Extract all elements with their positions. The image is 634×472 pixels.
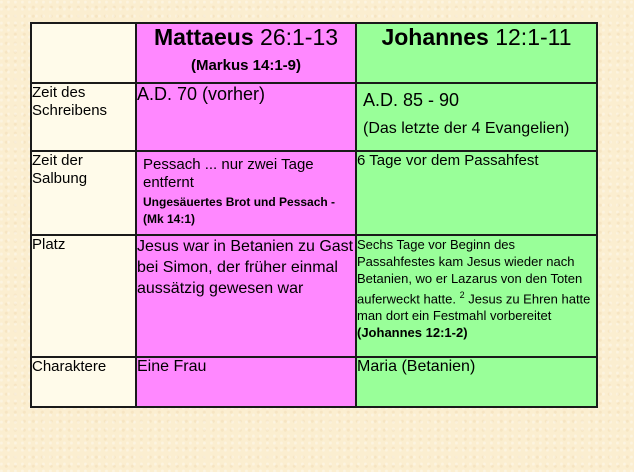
row-label-anointing-time: Zeit der Salbung: [31, 151, 136, 235]
verse-number: 2: [459, 290, 465, 300]
john-title: [357, 24, 596, 51]
john-writing-time-cell: [356, 83, 597, 151]
row-label-writing-time: Zeit des Schreibens: [31, 83, 136, 151]
john-place-ref: (Johannes 12:1-2): [357, 325, 468, 341]
john-place-cell: [356, 235, 597, 357]
john-header-cell: [356, 23, 597, 83]
table-row: [31, 83, 597, 151]
matthew-header-cell: [136, 23, 356, 83]
row-label-characters: Charaktere: [31, 357, 136, 407]
matthew-anointing-note: Ungesäuertes Brot und Pessach - (Mk 14:1): [143, 195, 336, 226]
table-row: [31, 151, 597, 235]
matthew-anointing-time-cell: [136, 151, 356, 235]
matthew-place: Jesus war in Betanien zu Gast bei Simon, der früher einmal aussätzig gewesen war: [136, 235, 356, 357]
matthew-characters: Eine Frau: [136, 357, 356, 407]
corner-cell: [31, 23, 136, 83]
table-row: [31, 357, 597, 407]
matthew-title: [137, 24, 355, 51]
john-place-text: Sechs Tage vor Beginn des Passahfestes kam Jesus wieder nach Betanien, wo er Lazarus von den Toten auferweckt hatte.: [357, 237, 583, 307]
row-label-place: Platz: [31, 235, 136, 357]
john-writing-note: (Das letzte der 4 Evangelien): [363, 120, 570, 137]
mark-ref: (Markus 14:1-9): [190, 57, 302, 74]
john-characters: Maria (Betanien): [356, 357, 597, 407]
matthew-name: Mattaeus: [153, 24, 254, 50]
matthew-ref: 26:1-13: [260, 24, 339, 50]
john-name: Johannes: [381, 24, 489, 50]
john-place-text2: Jesus zu Ehren hatte man dort ein Festmahl vorbereitet: [357, 291, 591, 324]
comparison-table: [30, 22, 598, 408]
john-ref: 12:1-11: [495, 24, 572, 50]
header-row: [31, 23, 597, 83]
john-anointing-time: 6 Tage vor dem Passahfest: [356, 151, 597, 235]
matthew-anointing-time: Pessach ... nur zwei Tage entfernt: [143, 156, 314, 191]
table-row: [31, 235, 597, 357]
matthew-writing-time: A.D. 70 (vorher): [136, 83, 356, 151]
john-writing-time: A.D. 85 - 90: [363, 90, 460, 110]
